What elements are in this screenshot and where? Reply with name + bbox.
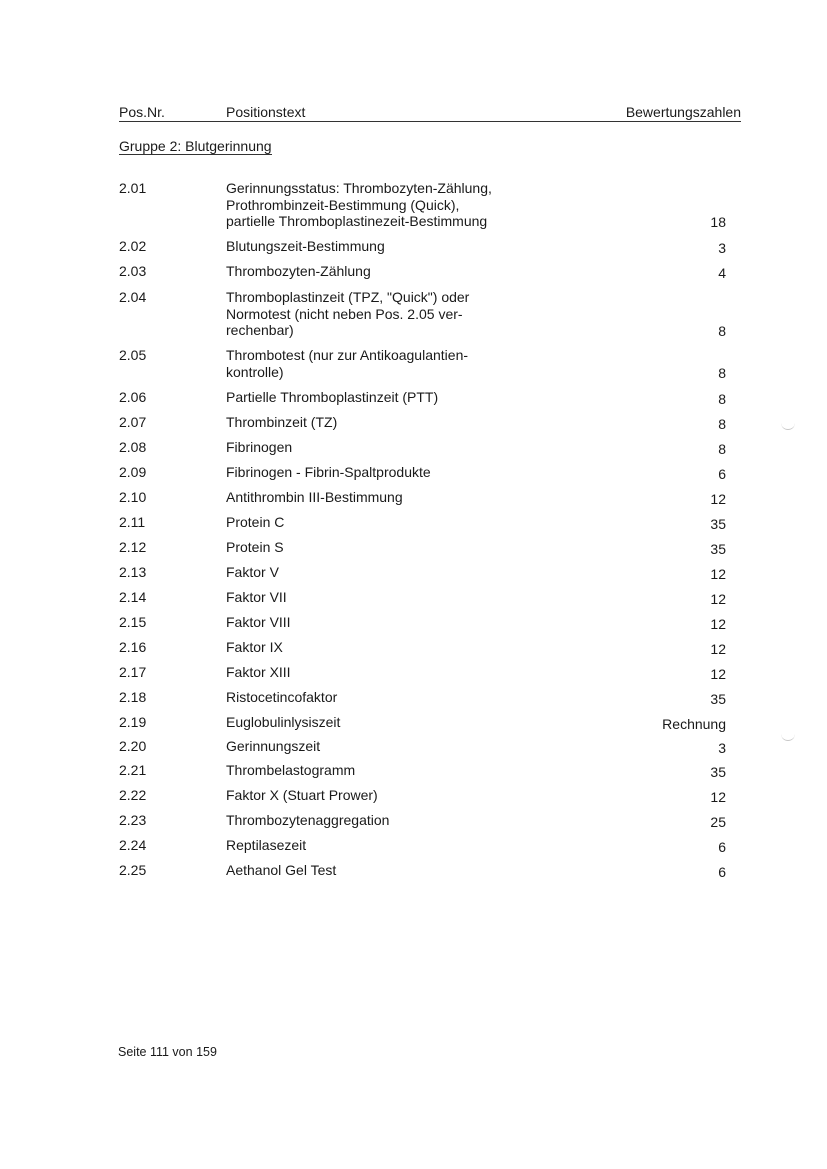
- position-number: 2.07: [119, 414, 147, 430]
- position-row: [119, 664, 726, 682]
- header-pos-label: Pos.Nr.: [119, 104, 165, 120]
- position-row: [119, 389, 726, 407]
- position-row: [119, 689, 726, 707]
- position-row: [119, 263, 726, 281]
- position-number: 2.19: [119, 714, 147, 730]
- position-value: 6: [718, 465, 726, 482]
- position-text: Faktor X (Stuart Prower): [226, 787, 378, 803]
- position-row: [119, 564, 726, 582]
- position-value: 8: [718, 415, 726, 432]
- position-value: 12: [710, 590, 726, 607]
- position-text: Thrombotest (nur zur Antikoagulantien- kontrolle): [226, 347, 469, 380]
- position-row: [119, 414, 726, 432]
- position-text: Gerinnungszeit: [226, 738, 321, 754]
- position-text: Fibrinogen - Fibrin-Spaltprodukte: [226, 464, 431, 480]
- header-value-label: Bewertungszahlen: [625, 104, 741, 120]
- position-value: 12: [710, 615, 726, 632]
- position-value: 35: [710, 515, 726, 532]
- position-value: 8: [718, 364, 726, 381]
- scan-artifact: [781, 732, 795, 741]
- position-text: Euglobulinlysiszeit: [226, 714, 341, 730]
- position-row: [119, 539, 726, 557]
- position-number: 2.09: [119, 464, 147, 480]
- position-text: Thrombinzeit (TZ): [226, 414, 338, 430]
- position-number: 2.18: [119, 689, 147, 705]
- position-number: 2.05: [119, 347, 147, 363]
- position-text: Blutungszeit-Bestimmung: [226, 238, 385, 254]
- position-row: [119, 589, 726, 607]
- position-number: 2.25: [119, 862, 147, 878]
- position-row: [119, 762, 726, 780]
- position-value: 12: [710, 788, 726, 805]
- position-text: Faktor VII: [226, 589, 287, 605]
- position-row: [119, 489, 726, 507]
- position-row: [119, 787, 726, 805]
- position-text: Faktor IX: [226, 639, 283, 655]
- position-row: [119, 812, 726, 830]
- page-footer: Seite 111 von 159: [118, 1045, 217, 1059]
- scan-artifact: [781, 421, 795, 430]
- position-value: 12: [710, 640, 726, 657]
- position-number: 2.06: [119, 389, 147, 405]
- position-text: Protein C: [226, 514, 285, 530]
- position-value: 6: [718, 863, 726, 880]
- position-number: 2.21: [119, 762, 147, 778]
- position-row: [119, 639, 726, 657]
- position-value: 6: [718, 838, 726, 855]
- position-number: 2.20: [119, 738, 147, 754]
- position-number: 2.17: [119, 664, 147, 680]
- position-number: 2.16: [119, 639, 147, 655]
- position-value: 8: [718, 390, 726, 407]
- position-number: 2.12: [119, 539, 147, 555]
- position-row: [119, 289, 726, 339]
- position-text: Partielle Thromboplastinzeit (PTT): [226, 389, 439, 405]
- position-number: 2.24: [119, 837, 147, 853]
- position-number: 2.08: [119, 439, 147, 455]
- position-row: [119, 514, 726, 532]
- position-row: [119, 439, 726, 457]
- position-row: [119, 862, 726, 880]
- position-number: 2.14: [119, 589, 147, 605]
- position-text: Faktor VIII: [226, 614, 291, 630]
- header-text-label: Positionstext: [226, 104, 306, 120]
- position-value: 8: [718, 440, 726, 457]
- position-row: [119, 347, 726, 381]
- position-value: 18: [710, 213, 726, 230]
- position-text: Thrombozyten-Zählung: [226, 263, 371, 279]
- position-value: Rechnung: [662, 715, 726, 732]
- position-number: 2.11: [119, 514, 146, 530]
- position-value: 25: [710, 813, 726, 830]
- position-value: 8: [718, 322, 726, 339]
- position-value: 35: [710, 540, 726, 557]
- position-number: 2.04: [119, 289, 147, 305]
- position-value: 12: [710, 565, 726, 582]
- position-row: [119, 614, 726, 632]
- group-title: Gruppe 2: Blutgerinnung: [119, 138, 272, 154]
- position-number: 2.01: [119, 180, 147, 196]
- position-number: 2.15: [119, 614, 147, 630]
- table-header: [119, 103, 741, 122]
- position-value: 3: [718, 739, 726, 756]
- position-text: Faktor V: [226, 564, 279, 580]
- position-value: 12: [710, 490, 726, 507]
- position-number: 2.22: [119, 787, 147, 803]
- position-text: Thromboplastinzeit (TPZ, "Quick") oder Normotest (nicht neben Pos. 2.05 ver- rechenbar): [226, 289, 470, 338]
- position-text: Thrombozytenaggregation: [226, 812, 390, 828]
- position-text: Antithrombin III-Bestimmung: [226, 489, 403, 505]
- position-text: Gerinnungsstatus: Thrombozyten-Zählung, Prothrombinzeit-Bestimmung (Quick), partielle Thromboplastinezeit-Bestimmung: [226, 180, 492, 229]
- position-value: 35: [710, 763, 726, 780]
- position-value: 35: [710, 690, 726, 707]
- position-value: 12: [710, 665, 726, 682]
- position-number: 2.03: [119, 263, 147, 279]
- position-number: 2.10: [119, 489, 147, 505]
- position-text: Reptilasezeit: [226, 837, 307, 853]
- position-row: [119, 238, 726, 256]
- position-value: 4: [718, 264, 726, 281]
- position-text: Ristocetincofaktor: [226, 689, 338, 705]
- position-row: [119, 464, 726, 482]
- position-number: 2.23: [119, 812, 147, 828]
- position-text: Thrombelastogramm: [226, 762, 356, 778]
- position-text: Protein S: [226, 539, 284, 555]
- position-row: [119, 714, 726, 732]
- position-text: Fibrinogen: [226, 439, 293, 455]
- position-value: 3: [718, 239, 726, 256]
- position-number: 2.02: [119, 238, 147, 254]
- position-row: [119, 180, 726, 230]
- position-text: Aethanol Gel Test: [226, 862, 337, 878]
- position-number: 2.13: [119, 564, 147, 580]
- position-row: [119, 738, 726, 756]
- position-row: [119, 837, 726, 855]
- position-text: Faktor XIII: [226, 664, 291, 680]
